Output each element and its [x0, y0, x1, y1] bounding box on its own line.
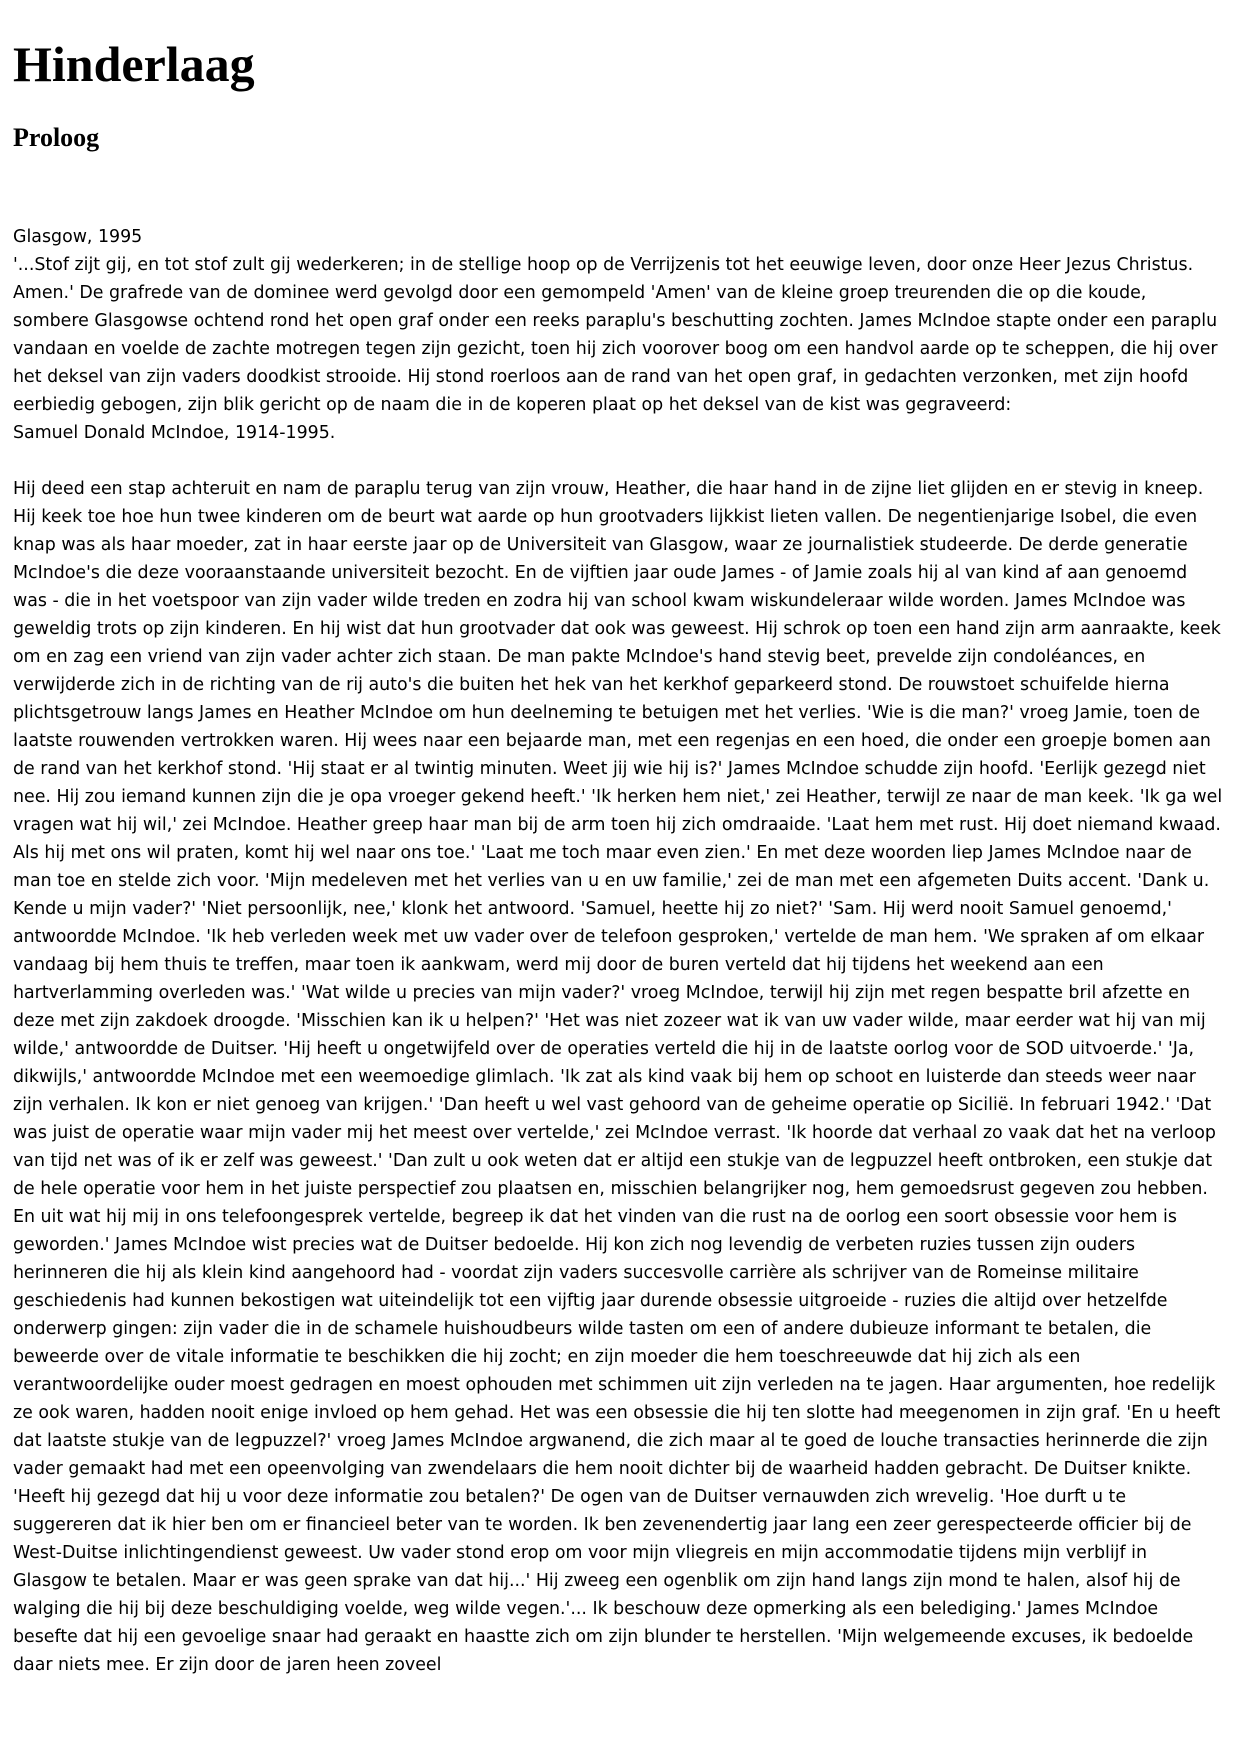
paragraph-1: '...Stof zijt gij, en tot stof zult gij wederkeren; in de stellige hoop op de Verrijzenis tot het eeuwige leven, door onze Heer Jezus Christus. Amen.' De grafrede van de dominee werd gevolgd door een gemompeld 'Amen' van de kleine groep treurenden die op die koude, sombere Glasgowse ochtend rond het open graf onder een reeks paraplu's beschutting zochten. James McIndoe stapte onder een paraplu vandaan en voelde de zachte motregen tegen zijn gezicht, toen hij zich voorover boog om een handvol aarde op te scheppen, die hij over het deksel van zijn vaders doodkist strooide. Hij stond roerloos aan de rand van het open graf, in gedachten verzonken, met zijn hoofd eerbiedig gebogen, zijn blik gericht op de naam die in de koperen plaat op het deksel van de kist was gegraveerd:: [13, 255, 1218, 415]
paragraph-spacer: [13, 447, 1225, 475]
chapter-heading: Proloog: [13, 123, 100, 152]
document-page: [13, 0, 1225, 1679]
paragraph-2: Hij deed een stap achteruit en nam de paraplu terug van zijn vrouw, Heather, die haar hand in de zijne liet glijden en er stevig in kneep. Hij keek toe hoe hun twee kinderen om de beurt wat aarde op hun grootvaders lijkkist lieten vallen. De negentienjarige Isobel, die even knap was als haar moeder, zat in haar eerste jaar op de Universiteit van Glasgow, waar ze journalistiek studeerde. De derde generatie McIndoe's die deze vooraanstaande universiteit bezocht. En de vijftien jaar oude James - of Jamie zoals hij al van kind af aan genoemd was - die in het voetspoor van zijn vader wilde treden en zodra hij van school kwam wiskundeleraar wilde worden. James McIndoe was geweldig trots op zijn kinderen. En hij wist dat hun grootvader dat ook was geweest. Hij schrok op toen een hand zijn arm aanraakte, keek om en zag een vriend van zijn vader achter zich staan. De man pakte McIndoe's hand stevig beet, prevelde zijn condoléances, en verwijderde zich in de richting van de rij auto's die buiten het hek van het kerkhof geparkeerd stond. De rouwstoet schuifelde hierna plichtsgetrouw langs James en Heather McIndoe om hun deelneming te betuigen met het verlies. 'Wie is die man?' vroeg Jamie, toen de laatste rouwenden vertrokken waren. Hij wees naar een bejaarde man, met een regenjas en een hoed, die onder een groepje bomen aan de rand van het kerkhof stond. 'Hij staat er al twintig minuten. Weet jij wie hij is?' James McIndoe schudde zijn hoofd. 'Eerlijk gezegd niet nee. Hij zou iemand kunnen zijn die je opa vroeger gekend heeft.' 'Ik herken hem niet,' zei Heather, terwijl ze naar de man keek. 'Ik ga wel vragen wat hij wil,' zei McIndoe. Heather greep haar man bij de arm toen hij zich omdraaide. 'Laat hem met rust. Hij doet niemand kwaad. Als hij met ons wil praten, komt hij wel naar ons toe.' 'Laat me toch maar even zien.' En met deze woorden liep James McIndoe naar de man toe en stelde zich voor. 'Mijn medeleven met het verlies van u en uw familie,' zei de man met een afgemeten Duits accent. 'Dank u. Kende u mijn vader?' 'Niet persoonlijk, nee,' klonk het antwoord. 'Samuel, heette hij zo niet?' 'Sam. Hij werd nooit Samuel genoemd,' antwoordde McIndoe. 'Ik heb verleden week met uw vader over de telefoon gesproken,' vertelde de man hem. 'We spraken af om elkaar vandaag bij hem thuis te treffen, maar toen ik aankwam, werd mij door de buren verteld dat hij tijdens het weekend aan een hartverlamming overleden was.' 'Wat wilde u precies van mijn vader?' vroeg McIndoe, terwijl hij zijn met regen bespatte bril afzette en deze met zijn zakdoek droogde. 'Misschien kan ik u helpen?' 'Het was niet zozeer wat ik van uw vader wilde, maar eerder wat hij van mij wilde,' antwoordde de Duitser. 'Hij heeft u ongetwijfeld over de operaties verteld die hij in de laatste oorlog voor de SOD uitvoerde.' 'Ja, dikwijls,' antwoordde McIndoe met een weemoedige glimlach. 'Ik zat als kind vaak bij hem op schoot en luisterde dan steeds weer naar zijn verhalen. Ik kon er niet genoeg van krijgen.' 'Dan heeft u wel vast gehoord van de geheime operatie op Sicilië. In februari 1942.' 'Dat was juist de operatie waar mijn vader mij het meest over vertelde,' zei McIndoe verrast. 'Ik hoorde dat verhaal zo vaak dat het na verloop van tijd net was of ik er zelf was geweest.' 'Dan zult u ook weten dat er altijd een stukje van de legpuzzel heeft ontbroken, een stukje dat de hele operatie voor hem in het juiste perspectief zou plaatsen en, misschien belangrijker nog, hem gemoedsrust gegeven zou hebben. En uit wat hij mij in ons telefoongesprek vertelde, begreep ik dat het vinden van die rust na de oorlog een soort obsessie voor hem is geworden.' James McIndoe wist precies wat de Duitser bedoelde. Hij kon zich nog levendig de verbeten ruzies tussen zijn ouders herinneren die hij als klein kind aangehoord had - voordat zijn vaders succesvolle carrière als schrijver van de Romeinse militaire geschiedenis had kunnen bekostigen wat uiteindelijk tot een vijftig jaar durende obsessie uitgroeide - ruzies die altijd over hetzelfde onderwerp gingen: zijn vader die in de schamele huishoudbeurs wilde tasten om een of andere dubieuze informant te betalen, die beweerde over de vitale informatie te beschikken die hij zocht; en zijn moeder die hem toeschreeuwde dat hij zich als een verantwoordelijke ouder moest gedragen en moest ophouden met schimmen uit zijn verleden na te jagen. Haar argumenten, hoe redelijk ze ook waren, hadden nooit enige invloed op hem gehad. Het was een obsessie die hij ten slotte had meegenomen in zijn graf. 'En u heeft dat laatste stukje van de legpuzzel?' vroeg James McIndoe argwanend, die zich maar al te goed de louche transacties herinnerde die zijn vader gemaakt had met een opeenvolging van zwendelaars die hem nooit dichter bij de waarheid hadden gebracht. De Duitser knikte. 'Heeft hij gezegd dat hij u voor deze informatie zou betalen?' De ogen van de Duitser vernauwden zich wrevelig. 'Hoe durft u te suggereren dat ik hier ben om er financieel beter van te worden. Ik ben zevenendertig jaar lang een zeer gerespecteerde officier bij de West-Duitse inlichtingendienst geweest. Uw vader stond erop om voor mijn vliegreis en mijn accommodatie tijdens mijn verblijf in Glasgow te betalen. Maar er was geen sprake van dat hij...' Hij zweeg een ogenblik om zijn hand langs zijn mond te halen, alsof hij de walging die hij bij deze beschuldiging voelde, weg wilde vegen.'... Ik beschouw deze opmerking als een belediging.' James McIndoe besefte dat hij een gevoelige snaar had geraakt en haastte zich om zijn blunder te herstellen. 'Mijn welgemeende excuses, ik bedoelde daar niets mee. Er zijn door de jaren heen zoveel: [13, 479, 1223, 1675]
document-title: Hinderlaag: [13, 36, 255, 92]
dateline: Glasgow, 1995: [13, 227, 143, 247]
document-body: [13, 223, 1225, 1679]
inscription-line: Samuel Donald McIndoe, 1914-1995.: [13, 423, 336, 443]
